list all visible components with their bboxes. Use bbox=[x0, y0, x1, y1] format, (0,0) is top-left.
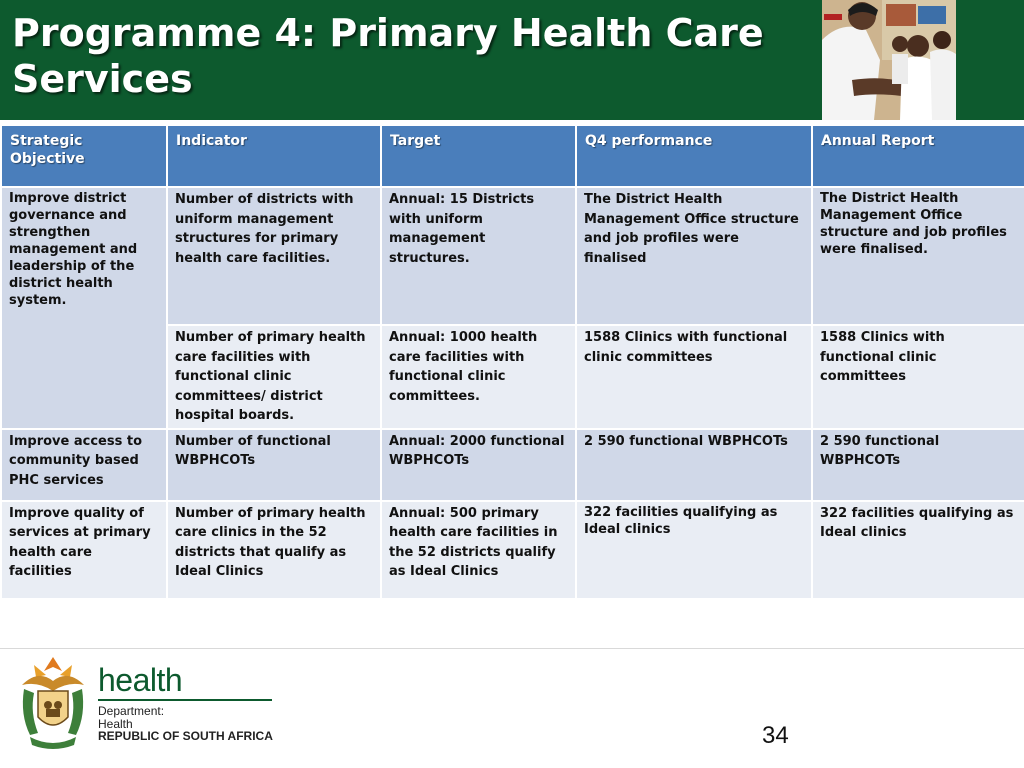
cell-objective: Improve access to community based PHC services bbox=[1, 429, 167, 501]
page-title bbox=[12, 10, 812, 102]
cell-q4-performance: The District Health Management Office structure and job profiles were finalised bbox=[576, 187, 812, 325]
performance-table bbox=[0, 124, 1024, 600]
cell-objective: Improve quality of services at primary health care facilities bbox=[1, 501, 167, 599]
cell-objective: Improve district governance and strengthen management and leadership of the district health system. bbox=[1, 187, 167, 429]
title-bar bbox=[0, 0, 1024, 120]
page-number: 34 bbox=[762, 722, 789, 749]
column-header-q4-performance: Q4 performance bbox=[576, 125, 812, 187]
table-header-row bbox=[1, 125, 1024, 187]
table-row bbox=[1, 501, 1024, 599]
coat-of-arms-icon bbox=[16, 655, 90, 751]
cell-indicator: Number of districts with uniform management structures for primary health care facilities. bbox=[167, 187, 381, 325]
cell-annual-report: The District Health Management Office structure and job profiles were finalised. bbox=[812, 187, 1024, 325]
footer-divider bbox=[0, 648, 1024, 649]
table-row bbox=[1, 429, 1024, 501]
cell-target: Annual: 500 primary health care facilities in the 52 districts qualify as Ideal Clinics bbox=[381, 501, 576, 599]
cell-q4-performance: 322 facilities qualifying as Ideal clinics bbox=[576, 501, 812, 599]
country-name: REPUBLIC OF SOUTH AFRICA bbox=[98, 729, 273, 743]
brand-rule bbox=[98, 699, 272, 701]
title-line-1: Programme 4: Primary Health Care bbox=[12, 11, 764, 55]
cell-annual-report: 2 590 functional WBPHCOTs bbox=[812, 429, 1024, 501]
cell-indicator: Number of primary health care clinics in the 52 districts that qualify as Ideal Clinics bbox=[167, 501, 381, 599]
column-header-strategic-objective: Strategic Objective bbox=[1, 125, 167, 187]
cell-q4-performance: 2 590 functional WBPHCOTs bbox=[576, 429, 812, 501]
column-header-target: Target bbox=[381, 125, 576, 187]
department-label: Department: bbox=[98, 704, 165, 718]
cell-annual-report: 1588 Clinics with functional clinic committees bbox=[812, 325, 1024, 429]
cell-annual-report: 322 facilities qualifying as Ideal clinics bbox=[812, 501, 1024, 599]
cell-indicator: Number of primary health care facilities with functional clinic committees/ district hospital boards. bbox=[167, 325, 381, 429]
cell-target: Annual: 2000 functional WBPHCOTs bbox=[381, 429, 576, 501]
column-header-annual-report: Annual Report bbox=[812, 125, 1024, 187]
cell-indicator: Number of functional WBPHCOTs bbox=[167, 429, 381, 501]
header-photo bbox=[822, 0, 956, 120]
cell-target: Annual: 1000 health care facilities with functional clinic committees. bbox=[381, 325, 576, 429]
title-line-2: Services bbox=[12, 57, 193, 101]
column-header-indicator: Indicator bbox=[167, 125, 381, 187]
department-name: Health bbox=[98, 717, 133, 731]
cell-q4-performance: 1588 Clinics with functional clinic committees bbox=[576, 325, 812, 429]
cell-target: Annual: 15 Districts with uniform management structures. bbox=[381, 187, 576, 325]
brand-wordmark: health bbox=[98, 662, 183, 698]
table-row bbox=[1, 187, 1024, 325]
